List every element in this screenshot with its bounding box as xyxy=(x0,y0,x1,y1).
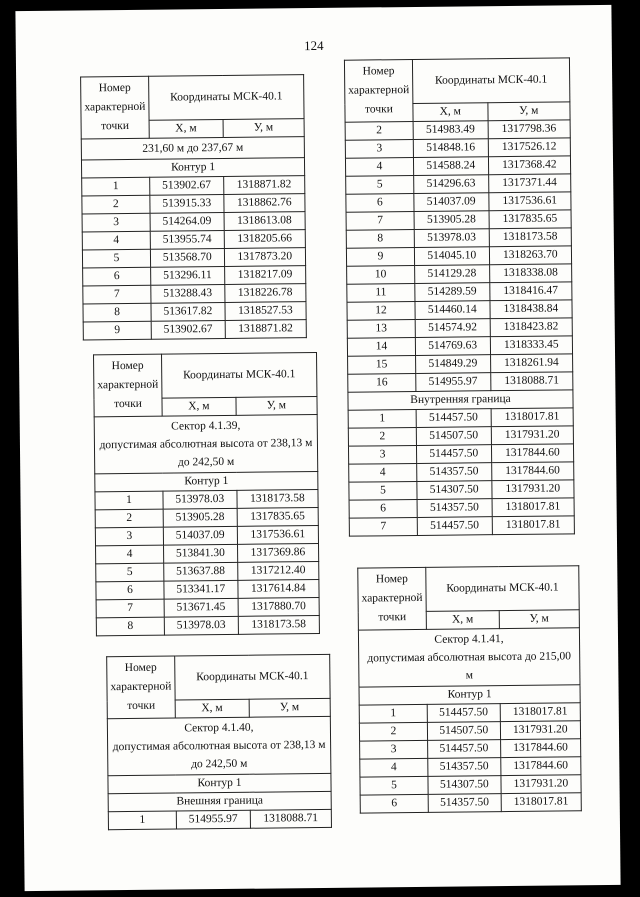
point-number: 7 xyxy=(349,517,417,536)
header-x: Х, м xyxy=(162,397,236,416)
x-coordinate: 514769.63 xyxy=(415,337,490,356)
y-coordinate: 1317844.60 xyxy=(491,462,574,481)
point-number: 3 xyxy=(345,139,413,158)
inner-boundary-label: Внутренняя граница xyxy=(348,390,573,410)
y-coordinate: 1318088.71 xyxy=(250,809,332,828)
table-row xyxy=(82,194,305,214)
x-coordinate: 513568.70 xyxy=(150,248,224,267)
x-coordinate: 514574.92 xyxy=(415,319,490,338)
point-number: 16 xyxy=(348,373,416,392)
table-row xyxy=(95,508,318,528)
x-coordinate: 513978.03 xyxy=(163,490,237,509)
x-coordinate: 513341.17 xyxy=(164,580,238,599)
x-coordinate: 514457.50 xyxy=(416,445,491,464)
table-row xyxy=(96,544,319,564)
point-number: 15 xyxy=(348,355,416,374)
y-coordinate: 1318173.58 xyxy=(238,615,320,634)
table-row xyxy=(348,444,573,464)
header-point: Номер характерной точки xyxy=(358,567,427,630)
table-row xyxy=(108,809,331,829)
header-x: Х, м xyxy=(413,103,488,122)
height-note: допустимая абсолютная высота от 238,13 м до 242,50 м xyxy=(99,437,313,469)
y-coordinate: 1318017.81 xyxy=(501,793,581,812)
y-coordinate: 1318226.78 xyxy=(224,284,306,303)
coord-table-3 xyxy=(106,654,332,830)
point-number: 8 xyxy=(346,229,414,248)
table-row xyxy=(348,426,573,446)
point-number: 1 xyxy=(348,409,416,428)
point-number: 1 xyxy=(95,491,163,510)
x-coordinate: 514037.09 xyxy=(163,526,237,545)
x-coordinate: 513902.67 xyxy=(150,176,224,195)
height-note: 231,60 м до 237,67 м xyxy=(81,137,304,160)
point-number: 6 xyxy=(96,581,164,600)
header-coords: Координаты МСК-40.1 xyxy=(412,58,570,104)
table-row xyxy=(82,176,305,196)
x-coordinate: 514588.24 xyxy=(413,157,488,176)
table-row xyxy=(83,320,306,340)
point-number: 6 xyxy=(360,794,428,813)
y-coordinate: 1318017.81 xyxy=(492,516,575,535)
table-row xyxy=(359,721,580,741)
table-row xyxy=(346,246,571,266)
x-coordinate: 514045.10 xyxy=(414,247,489,266)
point-number: 3 xyxy=(82,213,150,232)
table-row xyxy=(348,372,573,392)
header-point: Номер характерной точки xyxy=(344,59,413,122)
point-number: 2 xyxy=(348,427,416,446)
table-row xyxy=(348,354,573,374)
header-y: У, м xyxy=(249,698,331,717)
y-coordinate: 1318017.81 xyxy=(500,703,580,722)
x-coordinate: 514307.50 xyxy=(428,776,501,795)
x-coordinate: 513905.28 xyxy=(414,211,489,230)
y-coordinate: 1317835.65 xyxy=(489,210,572,229)
y-coordinate: 1317526.12 xyxy=(488,138,571,157)
point-number: 3 xyxy=(348,445,416,464)
y-coordinate: 1318416.47 xyxy=(489,282,572,301)
table-row xyxy=(345,156,570,176)
table-row xyxy=(348,408,573,428)
y-coordinate: 1318173.58 xyxy=(237,490,319,509)
x-coordinate: 514037.09 xyxy=(414,193,489,212)
y-coordinate: 1318017.81 xyxy=(492,498,575,517)
x-coordinate: 514357.50 xyxy=(428,794,501,813)
point-number: 2 xyxy=(82,195,150,214)
point-number: 12 xyxy=(347,301,415,320)
point-number: 1 xyxy=(82,177,150,196)
y-coordinate: 1318613.08 xyxy=(224,212,306,231)
x-coordinate: 514848.16 xyxy=(413,139,488,158)
table-row xyxy=(360,775,581,795)
table-row xyxy=(95,490,318,510)
table-row xyxy=(345,120,570,140)
sector-title: Сектор 4.1.40, xyxy=(184,721,254,735)
header-point: Номер характерной точки xyxy=(107,656,176,719)
header-coords: Координаты МСК-40.1 xyxy=(175,654,331,700)
point-number: 6 xyxy=(349,499,417,518)
y-coordinate: 1317371.44 xyxy=(488,174,571,193)
header-x: Х, м xyxy=(175,699,249,718)
x-coordinate: 514457.50 xyxy=(428,740,501,759)
y-coordinate: 1318862.76 xyxy=(223,194,305,213)
point-number: 8 xyxy=(83,303,151,322)
x-coordinate: 513915.33 xyxy=(150,194,224,213)
table-row xyxy=(346,174,571,194)
y-coordinate: 1317931.20 xyxy=(500,721,580,740)
x-coordinate: 513637.88 xyxy=(164,562,238,581)
x-coordinate: 514457.50 xyxy=(427,704,500,723)
point-number: 5 xyxy=(82,249,150,268)
table-row xyxy=(347,282,572,302)
x-coordinate: 514357.50 xyxy=(417,463,492,482)
x-coordinate: 513902.67 xyxy=(151,320,225,339)
coord-table-5 xyxy=(357,565,582,813)
header-y: У, м xyxy=(499,610,579,629)
table-row xyxy=(96,597,319,617)
header-point: Номер характерной точки xyxy=(81,76,150,139)
contour-label: Контур 1 xyxy=(108,773,331,793)
table-row xyxy=(83,266,306,286)
y-coordinate: 1318438.84 xyxy=(490,300,573,319)
table-row xyxy=(347,336,572,356)
table-row xyxy=(347,264,572,284)
y-coordinate: 1317931.20 xyxy=(501,775,581,794)
table-row xyxy=(82,212,305,232)
point-number: 9 xyxy=(83,321,151,340)
point-number: 4 xyxy=(82,231,150,250)
point-number: 4 xyxy=(349,463,417,482)
y-coordinate: 1318088.71 xyxy=(490,372,573,391)
x-coordinate: 514507.50 xyxy=(416,427,491,446)
y-coordinate: 1318338.08 xyxy=(489,264,572,283)
point-number: 2 xyxy=(345,121,413,140)
x-coordinate: 514296.63 xyxy=(414,175,489,194)
x-coordinate: 514289.59 xyxy=(415,283,490,302)
point-number: 13 xyxy=(347,319,415,338)
point-number: 7 xyxy=(83,285,151,304)
point-number: 6 xyxy=(83,267,151,286)
x-coordinate: 513905.28 xyxy=(163,508,237,527)
x-coordinate: 514955.97 xyxy=(176,810,250,829)
table-row xyxy=(349,516,574,536)
header-x: Х, м xyxy=(426,611,499,630)
x-coordinate: 513841.30 xyxy=(163,544,237,563)
x-coordinate: 514264.09 xyxy=(150,212,224,231)
point-number: 8 xyxy=(96,617,164,636)
coord-table-2 xyxy=(93,352,320,636)
y-coordinate: 1317844.60 xyxy=(500,757,580,776)
header-y: У, м xyxy=(236,397,318,416)
x-coordinate: 514457.50 xyxy=(416,409,491,428)
point-number: 1 xyxy=(108,811,176,830)
point-number: 2 xyxy=(95,509,163,528)
point-number: 4 xyxy=(360,758,428,777)
sector-title: Сектор 4.1.39, xyxy=(171,419,241,433)
point-number: 5 xyxy=(360,776,428,795)
x-coordinate: 513296.11 xyxy=(151,266,225,285)
contour-label: Контур 1 xyxy=(359,685,580,705)
y-coordinate: 1318017.81 xyxy=(491,408,574,427)
y-coordinate: 1318205.66 xyxy=(224,230,306,249)
y-coordinate: 1318423.82 xyxy=(490,318,573,337)
table-row xyxy=(360,793,581,813)
x-coordinate: 514457.50 xyxy=(417,517,492,536)
table-row xyxy=(346,192,571,212)
y-coordinate: 1318263.70 xyxy=(489,246,572,265)
table-row xyxy=(360,739,581,759)
point-number: 7 xyxy=(96,599,164,618)
table-row xyxy=(345,138,570,158)
table-row xyxy=(96,615,319,635)
point-number: 4 xyxy=(345,157,413,176)
y-coordinate: 1318871.82 xyxy=(225,320,307,339)
header-y: У, м xyxy=(488,102,571,121)
table-row xyxy=(82,230,305,250)
table-row xyxy=(359,703,580,723)
y-coordinate: 1317931.20 xyxy=(491,480,574,499)
table-row xyxy=(349,462,574,482)
contour-label: Контур 1 xyxy=(81,158,304,178)
y-coordinate: 1318871.82 xyxy=(223,176,305,195)
y-coordinate: 1318173.58 xyxy=(489,228,572,247)
point-number: 1 xyxy=(359,704,427,723)
table-row xyxy=(96,561,319,581)
header-coords: Координаты МСК-40.1 xyxy=(426,566,580,612)
x-coordinate: 514955.97 xyxy=(416,373,491,392)
table-row xyxy=(349,498,574,518)
point-number: 5 xyxy=(349,481,417,500)
y-coordinate: 1318333.45 xyxy=(490,336,573,355)
y-coordinate: 1318217.09 xyxy=(224,266,306,285)
x-coordinate: 514307.50 xyxy=(417,481,492,500)
document-page xyxy=(15,5,620,891)
table-row xyxy=(96,579,319,599)
point-number: 5 xyxy=(96,563,164,582)
point-number: 4 xyxy=(96,545,164,564)
table-row xyxy=(347,318,572,338)
header-x: Х, м xyxy=(149,119,223,138)
x-coordinate: 513978.03 xyxy=(414,229,489,248)
y-coordinate: 1318261.94 xyxy=(490,354,573,373)
table-row xyxy=(82,248,305,268)
page-number: 124 xyxy=(303,37,324,54)
header-coords: Координаты МСК-40.1 xyxy=(149,75,305,121)
point-number: 3 xyxy=(360,740,428,759)
y-coordinate: 1317880.70 xyxy=(238,597,320,616)
table-row xyxy=(347,300,572,320)
y-coordinate: 1317536.61 xyxy=(237,526,319,545)
contour-label: Контур 1 xyxy=(95,472,318,492)
y-coordinate: 1317844.60 xyxy=(491,444,574,463)
table-row xyxy=(95,526,318,546)
x-coordinate: 514983.49 xyxy=(413,121,488,140)
x-coordinate: 514357.50 xyxy=(417,499,492,518)
x-coordinate: 514460.14 xyxy=(415,301,490,320)
height-note: допустимая абсолютная высота до 215,00 м xyxy=(367,650,572,682)
header-point: Номер характерной точки xyxy=(94,354,163,417)
x-coordinate: 514357.50 xyxy=(428,758,501,777)
point-number: 3 xyxy=(95,527,163,546)
x-coordinate: 513955.74 xyxy=(150,230,224,249)
x-coordinate: 513978.03 xyxy=(164,616,238,635)
coord-table-4 xyxy=(344,57,575,536)
point-number: 14 xyxy=(347,337,415,356)
point-number: 5 xyxy=(346,175,414,194)
y-coordinate: 1317368.42 xyxy=(488,156,571,175)
table-row xyxy=(346,210,571,230)
x-coordinate: 513288.43 xyxy=(151,284,225,303)
point-number: 9 xyxy=(346,247,414,266)
point-number: 2 xyxy=(359,722,427,741)
table-row xyxy=(83,284,306,304)
height-note: допустимая абсолютная высота от 238,13 м до 242,50 м xyxy=(112,738,326,771)
table-row xyxy=(349,480,574,500)
sector-title: Сектор 4.1.41, xyxy=(434,633,504,646)
x-coordinate: 514849.29 xyxy=(415,355,490,374)
point-number: 6 xyxy=(346,193,414,212)
y-coordinate: 1317835.65 xyxy=(237,508,319,527)
y-coordinate: 1318527.53 xyxy=(225,302,307,321)
table-row xyxy=(83,302,306,322)
y-coordinate: 1317212.40 xyxy=(237,561,319,580)
point-number: 7 xyxy=(346,211,414,230)
x-coordinate: 514129.28 xyxy=(415,265,490,284)
y-coordinate: 1317873.20 xyxy=(224,248,306,267)
point-number: 11 xyxy=(347,283,415,302)
x-coordinate: 514507.50 xyxy=(427,722,500,741)
outer-boundary-label: Внешняя граница xyxy=(108,791,331,811)
x-coordinate: 513617.82 xyxy=(151,302,225,321)
coord-table-1 xyxy=(80,74,307,340)
y-coordinate: 1317536.61 xyxy=(488,192,571,211)
y-coordinate: 1317798.36 xyxy=(488,120,571,139)
y-coordinate: 1317369.86 xyxy=(237,544,319,563)
y-coordinate: 1317931.20 xyxy=(491,426,574,445)
table-row xyxy=(360,757,581,777)
y-coordinate: 1317844.60 xyxy=(500,739,580,758)
table-row xyxy=(346,228,571,248)
point-number: 10 xyxy=(347,265,415,284)
header-coords: Координаты МСК-40.1 xyxy=(161,353,317,399)
header-y: У, м xyxy=(223,119,305,138)
x-coordinate: 513671.45 xyxy=(164,598,238,617)
y-coordinate: 1317614.84 xyxy=(238,579,320,598)
